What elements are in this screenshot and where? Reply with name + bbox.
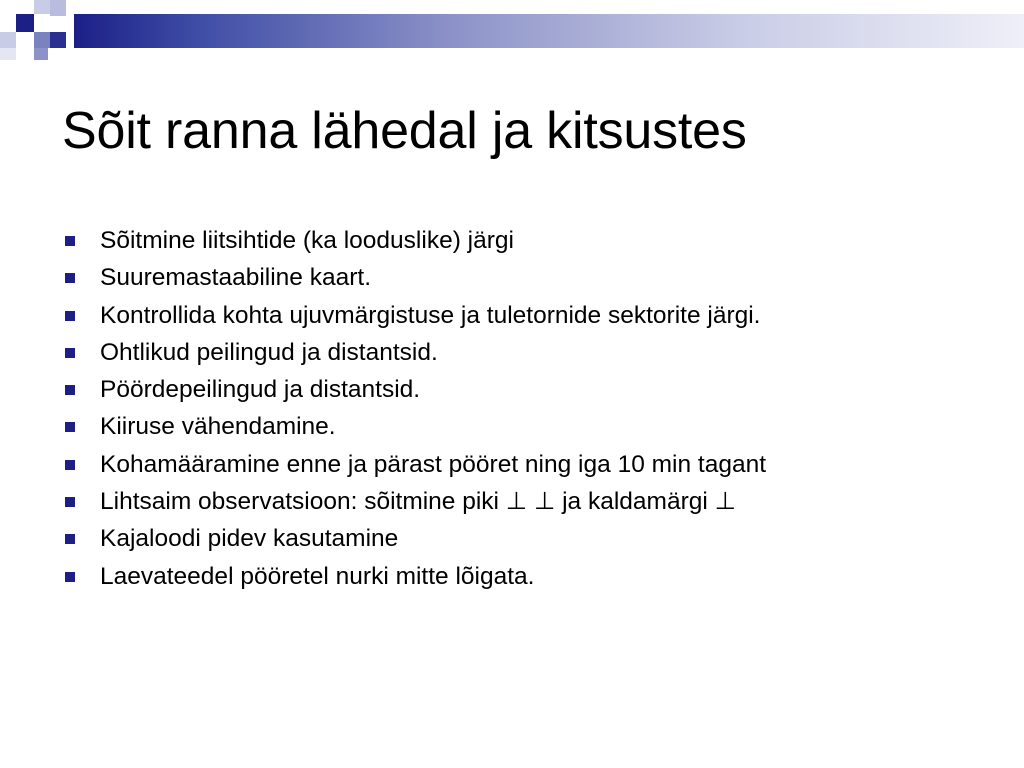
bullet-item [62,446,1012,483]
bullet-item [62,259,1012,296]
bullet-item [62,558,1012,595]
bullet-text: Kohamääramine enne ja pärast pööret ning iga 10 min tagant [100,450,767,478]
bullet-text: Ohtlikud peilingud ja distantsid. [100,338,438,366]
square-bullet-icon [65,572,75,582]
decor-square [50,32,66,48]
decor-square [34,48,48,60]
bullet-text: Pöördepeilingud ja distantsid. [100,376,421,404]
decor-square [0,0,16,16]
bullet-text: Kiiruse vähendamine. [100,413,336,441]
decor-square [34,0,50,14]
square-bullet-icon [65,385,75,395]
bullet-text: Kajaloodi pidev kasutamine [100,525,399,553]
bullet-item [62,334,1012,371]
square-bullet-icon [65,497,75,507]
decor-square [0,32,16,48]
bullet-item [62,297,1012,334]
square-bullet-icon [65,460,75,470]
square-bullet-icon [65,236,75,246]
square-bullet-icon [65,273,75,283]
bullet-item [62,520,1012,557]
decor-square [34,32,50,48]
square-bullet-icon [65,311,75,321]
bullet-text: Suuremastaabiline kaart. [100,264,372,292]
bullet-list [62,222,1012,595]
bullet-item [62,408,1012,445]
square-bullet-icon [65,422,75,432]
decor-square [50,0,66,16]
bullet-text: Sõitmine liitsihtide (ka looduslike) järgi [100,227,514,254]
bullet-item [62,483,1012,520]
decor-square [0,48,16,60]
bullet-text: Laevateedel pööretel nurki mitte lõigata. [100,562,535,590]
decor-square [16,14,34,32]
header-gradient-band [74,14,1024,48]
square-bullet-icon [65,348,75,358]
bullet-item [62,371,1012,408]
bullet-text: Kontrollida kohta ujuvmärgistuse ja tuletornide sektorite järgi. [100,301,761,329]
square-bullet-icon [65,534,75,544]
bullet-item [62,222,1012,259]
slide-title: Sõit ranna lähedal ja kitsustes [62,102,747,160]
bullet-text: Lihtsaim observatsioon: sõitmine piki ⊥ ⊥ ja kaldamärgi ⊥ [100,488,736,516]
